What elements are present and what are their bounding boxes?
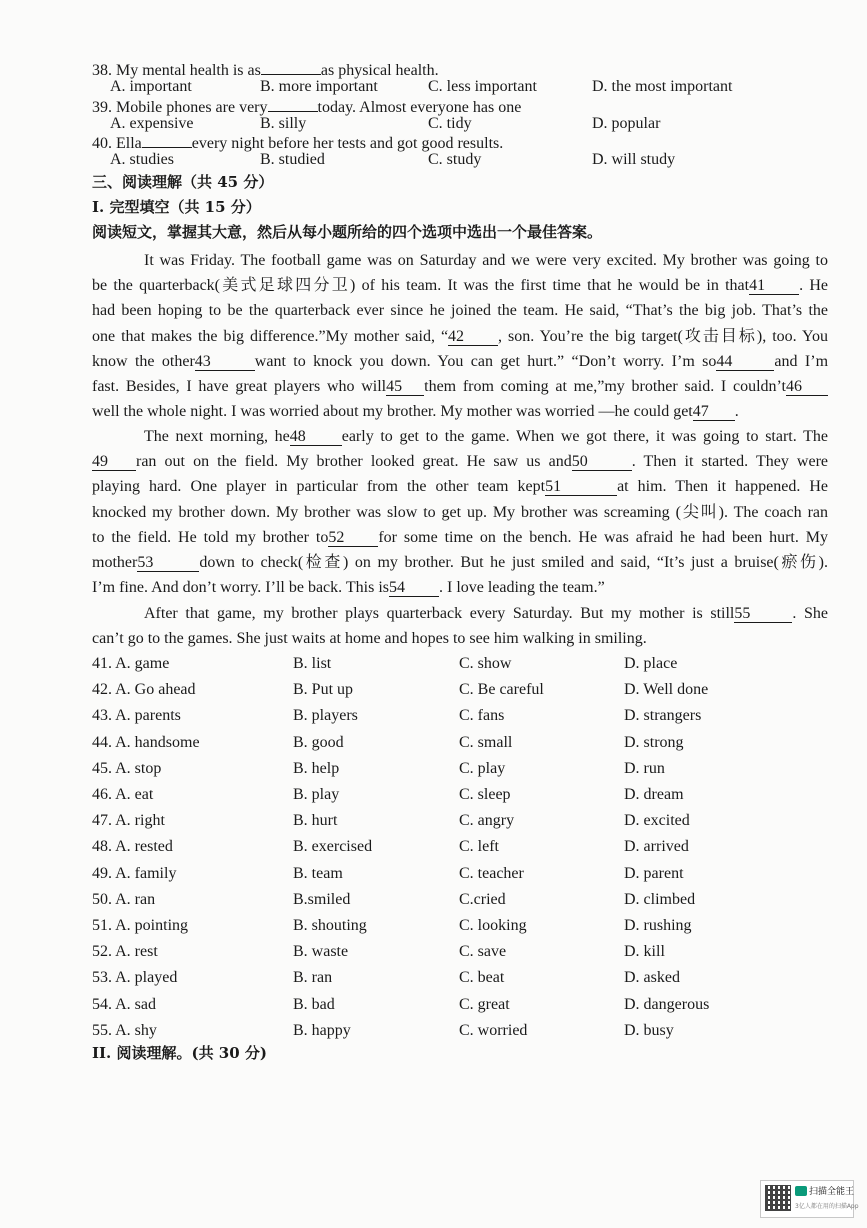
- answer-option[interactable]: B. silly: [260, 115, 307, 132]
- answer-option[interactable]: C. study: [428, 151, 482, 168]
- passage-text: fast. Besides, I have great players who will: [92, 378, 387, 396]
- passage-line: [92, 575, 828, 600]
- cloze-blank[interactable]: 49: [92, 454, 136, 471]
- cloze-option[interactable]: B. team: [293, 864, 343, 882]
- cloze-option[interactable]: C. Be careful: [459, 681, 544, 699]
- passage-text: After that game, my brother plays quarterback every Saturday. But my mother is still: [144, 605, 735, 622]
- passage-text: early to get to the game. When we got there, it was going to start. The: [341, 428, 828, 445]
- passage-line: [92, 500, 828, 525]
- answer-option[interactable]: A. studies: [110, 151, 174, 168]
- cloze-option[interactable]: D. dream: [624, 786, 684, 803]
- cloze-option[interactable]: B. happy: [293, 1021, 351, 1039]
- cloze-blank[interactable]: 41: [749, 278, 799, 295]
- watermark-subtitle: 3亿人都在用的扫描App: [795, 1203, 859, 1210]
- cloze-option[interactable]: C. save: [459, 943, 507, 961]
- passage-text: down to check(检查) on my brother. But he just smiled and said, “It’s just a bruise(瘀伤).: [199, 554, 828, 572]
- passage-text: and I’m: [774, 352, 829, 370]
- cloze-option[interactable]: C. beat: [459, 969, 505, 987]
- cloze-option[interactable]: D. climbed: [624, 890, 696, 908]
- answer-blank[interactable]: [142, 133, 192, 148]
- passage-text: be the quarterback(美式足球四分卫) of his team. It was the first time that he would be in that: [92, 277, 750, 295]
- question-number: 40.: [92, 135, 112, 152]
- answer-option[interactable]: D. the most important: [592, 78, 733, 95]
- question-text: as physical health.: [320, 62, 439, 79]
- question-stem: [92, 60, 439, 80]
- cloze-option[interactable]: 53. A. played: [92, 969, 178, 987]
- cloze-option[interactable]: 41. A. game: [92, 655, 170, 672]
- cloze-blank[interactable]: 50: [572, 454, 632, 471]
- cloze-option[interactable]: B. list: [293, 655, 332, 672]
- cloze-option[interactable]: D. strangers: [624, 707, 702, 725]
- cloze-option[interactable]: B. help: [293, 759, 340, 777]
- passage-text: . Then it started. They were: [631, 453, 829, 471]
- cloze-option[interactable]: B.smiled: [293, 890, 351, 908]
- answer-option[interactable]: C. less important: [428, 78, 537, 95]
- passage-line: [92, 349, 828, 374]
- answer-blank[interactable]: [268, 97, 318, 112]
- cloze-option[interactable]: 54. A. sad: [92, 995, 156, 1013]
- passage-text: playing hard. One player in particular from the other team kept: [92, 478, 546, 496]
- cloze-option[interactable]: C. great: [459, 995, 510, 1013]
- cloze-option[interactable]: D. run: [624, 759, 665, 777]
- answer-option[interactable]: D. will study: [592, 151, 676, 168]
- cloze-option[interactable]: B. waste: [293, 943, 349, 961]
- cloze-option[interactable]: B. exercised: [293, 838, 373, 856]
- passage-text: .: [734, 403, 739, 421]
- section-heading: 三、阅读理解（共 45 分）: [92, 173, 274, 191]
- cloze-option[interactable]: 52. A. rest: [92, 943, 158, 961]
- cloze-blank[interactable]: 55: [734, 606, 792, 623]
- passage-paragraph: [92, 248, 828, 424]
- cloze-option[interactable]: D. place: [624, 655, 678, 672]
- question-stem: [92, 97, 521, 117]
- cloze-option[interactable]: C. sleep: [459, 786, 511, 803]
- cloze-option[interactable]: 42. A. Go ahead: [92, 681, 196, 699]
- cloze-heading: I. 完型填空（共 15 分）: [92, 198, 261, 216]
- passage-text: knocked my brother down. My brother was slow to get up. My brother was screaming (尖叫). The coach ran: [92, 503, 828, 521]
- question-text: Ella: [116, 135, 142, 152]
- passage-line: [92, 601, 828, 626]
- cloze-option[interactable]: 51. A. pointing: [92, 917, 189, 934]
- cloze-option[interactable]: 45. A. stop: [92, 759, 162, 777]
- cloze-blank[interactable]: 53: [137, 555, 199, 572]
- cloze-option[interactable]: D. kill: [624, 943, 665, 961]
- watermark-title: 扫描全能王: [809, 1187, 855, 1197]
- cloze-option[interactable]: C. angry: [459, 812, 515, 830]
- cloze-blank[interactable]: 54: [389, 580, 439, 597]
- cloze-option[interactable]: D. rushing: [624, 917, 692, 934]
- passage-line: [92, 424, 828, 449]
- cloze-option[interactable]: C. looking: [459, 917, 527, 934]
- cloze-option[interactable]: 49. A. family: [92, 864, 177, 882]
- passage-text: It was Friday. The football game was on Saturday and we were very excited. My brother was going to: [144, 252, 828, 269]
- passage-text: one that makes the big difference.”My mother said, “: [92, 327, 449, 345]
- passage-text: at him. Then it happened. He: [617, 478, 829, 496]
- answer-option[interactable]: C. tidy: [428, 115, 472, 132]
- passage-line: [92, 248, 828, 273]
- passage-text: . She: [792, 605, 828, 622]
- passage-text: for some time on the bench. He was afraid he had been hurt. My: [378, 528, 829, 546]
- cloze-option[interactable]: 55. A. shy: [92, 1021, 157, 1039]
- cloze-option[interactable]: B. shouting: [293, 917, 367, 934]
- cloze-blank[interactable]: 52: [328, 530, 378, 547]
- passage-text: . He: [799, 277, 828, 295]
- passage-line: [92, 626, 828, 651]
- cloze-option[interactable]: 50. A. ran: [92, 890, 156, 908]
- question-number: 39.: [92, 99, 112, 116]
- scanner-watermark: [760, 1180, 859, 1218]
- passage-text: had been hoping to be the quarterback ever since he joined the team. He said, “That’s the big job. That’s the: [92, 302, 828, 320]
- cloze-option[interactable]: C. fans: [459, 707, 505, 725]
- cloze-option[interactable]: C. worried: [459, 1021, 528, 1039]
- qr-code-icon: [765, 1185, 791, 1211]
- cloze-option[interactable]: 47. A. right: [92, 812, 165, 830]
- passage-line: [92, 374, 828, 399]
- passage-line: [92, 273, 828, 298]
- cloze-option[interactable]: 48. A. rested: [92, 838, 173, 856]
- cloze-option[interactable]: B. play: [293, 786, 340, 803]
- passage-text: can’t go to the games. She just waits at home and hopes to see him walking in smiling.: [92, 630, 647, 648]
- cloze-blank[interactable]: 44: [716, 354, 774, 371]
- cloze-blank[interactable]: 45: [386, 379, 424, 396]
- cloze-option[interactable]: 46. A. eat: [92, 786, 154, 803]
- answer-option[interactable]: B. studied: [260, 151, 325, 168]
- cloze-option[interactable]: B. bad: [293, 995, 335, 1013]
- cloze-option[interactable]: C. show: [459, 655, 512, 672]
- passage-text: The next morning, he: [144, 428, 290, 445]
- passage-text: I’m fine. And don’t worry. I’ll be back. This is: [92, 579, 389, 597]
- cloze-option[interactable]: C. small: [459, 733, 513, 751]
- cloze-option[interactable]: D. asked: [624, 969, 680, 987]
- answer-option[interactable]: B. more important: [260, 78, 378, 95]
- cloze-option[interactable]: B. ran: [293, 969, 333, 987]
- question-text: My mental health is as: [116, 62, 261, 79]
- passage-text: them from coming at me,”my brother said. I couldn’t: [424, 378, 787, 396]
- cloze-option[interactable]: C.cried: [459, 890, 506, 908]
- cloze-option[interactable]: D. dangerous: [624, 995, 710, 1013]
- passage-line: [92, 298, 828, 323]
- cloze-instruction: 阅读短文，掌握其大意，然后从每小题所给的四个选项中选出一个最佳答案。: [92, 223, 603, 241]
- passage-text: ran out on the field. My brother looked great. He saw us and: [136, 453, 572, 471]
- passage-line: [92, 449, 828, 474]
- cloze-blank[interactable]: 46: [786, 379, 828, 396]
- cloze-option[interactable]: C. play: [459, 759, 506, 777]
- passage-line: [92, 324, 828, 349]
- answer-blank[interactable]: [261, 60, 321, 75]
- cloze-option[interactable]: 43. A. parents: [92, 707, 181, 725]
- cloze-blank[interactable]: 51: [545, 479, 617, 496]
- cloze-option[interactable]: B. players: [293, 707, 358, 725]
- cloze-option[interactable]: D. excited: [624, 812, 690, 830]
- cloze-option[interactable]: D. strong: [624, 733, 684, 751]
- passage-text: mother: [92, 554, 138, 572]
- reading-heading: II. 阅读理解。(共 30 分): [92, 1044, 267, 1062]
- passage-paragraph: [92, 601, 828, 651]
- cloze-blank[interactable]: 42: [448, 329, 498, 346]
- question-number: 38.: [92, 62, 112, 79]
- passage-text: . I love leading the team.”: [438, 579, 605, 597]
- answer-option[interactable]: A. important: [110, 78, 192, 95]
- cloze-option[interactable]: D. busy: [624, 1021, 674, 1039]
- passage-text: to the field. He told my brother to: [92, 528, 329, 546]
- passage-line: [92, 525, 828, 550]
- passage-line: [92, 474, 828, 499]
- question-text: today. Almost everyone has one: [317, 99, 522, 116]
- question-text: every night before her tests and got good results.: [191, 135, 504, 152]
- question-stem: [92, 133, 503, 153]
- cloze-blank[interactable]: 43: [195, 354, 255, 371]
- cloze-option[interactable]: 44. A. handsome: [92, 733, 200, 751]
- passage-line: [92, 550, 828, 575]
- cloze-option[interactable]: D. arrived: [624, 838, 689, 856]
- cloze-option[interactable]: D. Well done: [624, 681, 709, 699]
- cloze-blank[interactable]: 47: [693, 404, 735, 421]
- cloze-option[interactable]: C. left: [459, 838, 499, 856]
- passage-text: , son. You’re the big target(攻击目标), too. You: [498, 327, 828, 345]
- cloze-blank[interactable]: 48: [290, 429, 342, 446]
- scanner-logo-icon: [795, 1186, 807, 1196]
- question-text: Mobile phones are very: [116, 99, 268, 116]
- passage-line: [92, 399, 828, 424]
- passage-text: want to knock you down. You can get hurt.” “Don’t worry. I’m so: [254, 352, 717, 370]
- cloze-option[interactable]: D. parent: [624, 864, 684, 882]
- cloze-option[interactable]: B. Put up: [293, 681, 354, 699]
- cloze-option[interactable]: B. hurt: [293, 812, 338, 830]
- passage-text: well the whole night. I was worried about my brother. My mother was worried —he could get: [92, 403, 693, 421]
- cloze-option[interactable]: C. teacher: [459, 864, 524, 882]
- passage-paragraph: [92, 424, 828, 600]
- answer-option[interactable]: D. popular: [592, 115, 661, 132]
- passage-text: know the other: [92, 352, 195, 370]
- cloze-option[interactable]: B. good: [293, 733, 344, 751]
- answer-option[interactable]: A. expensive: [110, 115, 194, 132]
